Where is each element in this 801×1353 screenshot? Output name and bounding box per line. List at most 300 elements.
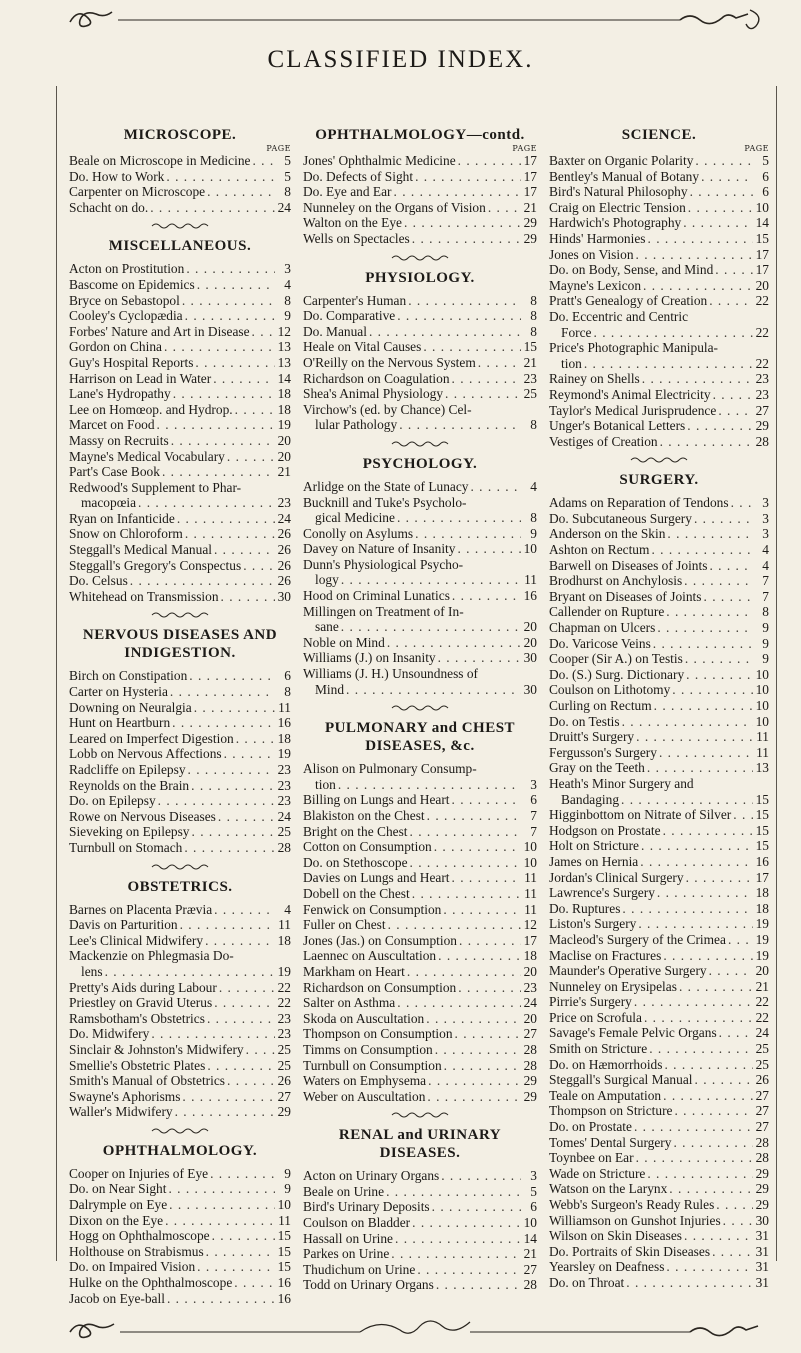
entry-page-number: 6: [762, 168, 769, 184]
dot-leader: [682, 1228, 753, 1244]
dot-leader: [441, 902, 521, 918]
index-entry: [303, 526, 537, 542]
entry-page-number: 10: [755, 666, 769, 682]
entry-page-number: 29: [755, 1165, 769, 1181]
entry-title: Do. Eye and Ear: [303, 184, 392, 200]
index-entry: [549, 1025, 769, 1041]
entry-page-number: 31: [755, 1274, 769, 1290]
entry-page-number: 6: [284, 668, 291, 684]
entry-title: Cooper (Sir A.) on Testis: [549, 651, 683, 667]
dot-leader: [634, 1150, 753, 1166]
index-entry: [69, 386, 291, 402]
index-entry: [69, 464, 291, 480]
entry-title: Bright on the Chest: [303, 823, 408, 839]
entry-page-number: 28: [523, 1041, 537, 1057]
entry-page-number: 22: [277, 979, 291, 995]
index-entry: [549, 309, 769, 325]
dot-leader: [195, 277, 275, 293]
index-entry: [303, 510, 537, 526]
entry-title: Fenwick on Consumption: [303, 901, 442, 917]
dot-leader: [170, 715, 275, 731]
dot-leader: [645, 1166, 753, 1182]
page-column-label: PAGE: [266, 144, 291, 153]
entry-title: Salter on Asthma: [303, 995, 396, 1011]
entry-title: Taylor's Medical Jurisprudence: [549, 402, 717, 418]
entry-page-number: 23: [277, 495, 291, 511]
entry-page-number: 16: [277, 715, 291, 731]
entry-title: Toynbee on Ear: [549, 1150, 634, 1166]
dot-leader: [183, 526, 275, 542]
dot-leader: [717, 1025, 753, 1041]
dot-leader: [433, 1042, 521, 1058]
entry-page-number: 17: [523, 184, 537, 200]
index-entry: [549, 760, 769, 776]
dot-leader: [244, 1042, 275, 1058]
dot-leader: [217, 980, 275, 996]
entry-page-number: 8: [530, 308, 537, 324]
index-entry: [549, 231, 769, 247]
index-entry: [549, 1010, 769, 1026]
entry-title: Dixon on the Eye: [69, 1212, 164, 1228]
index-entry: [69, 1011, 291, 1027]
dot-leader: [219, 589, 275, 605]
index-entry: [69, 1259, 291, 1275]
entry-title: Cooley's Cyclopædia: [69, 308, 183, 324]
dot-leader: [406, 293, 521, 309]
entry-page-number: 15: [277, 1243, 291, 1259]
entry-title: Lane's Hydropathy: [69, 386, 171, 402]
entry-title: Nunneley on the Organs of Vision: [303, 199, 486, 215]
index-entry: [549, 1150, 769, 1166]
entry-title: Williams (J.) on Insanity: [303, 650, 436, 666]
index-entry: [69, 1089, 291, 1105]
dot-leader: [661, 948, 753, 964]
entry-page-number: 15: [755, 838, 769, 854]
entry-title: Hood on Criminal Lunatics: [303, 588, 450, 604]
entry-title: Do. on Prostate: [549, 1119, 632, 1135]
entry-page-number: 26: [277, 573, 291, 589]
entry-title: Do. on Epilepsy: [69, 793, 156, 809]
dot-leader: [386, 917, 521, 933]
entry-page-number: 4: [762, 557, 769, 573]
section-heading: OPHTHALMOLOGY—contd.: [315, 127, 525, 143]
entry-title: Shea's Animal Physiology: [303, 386, 444, 402]
index-entry: [549, 1119, 769, 1135]
entry-title: gical Medicine: [315, 510, 395, 526]
entry-title: Do. Defects of Sight: [303, 168, 414, 184]
index-entry: [549, 714, 769, 730]
entry-title: Harrison on Lead in Water: [69, 370, 212, 386]
entry-title: Hinds' Harmonies: [549, 230, 646, 246]
page-title: CLASSIFIED INDEX.: [267, 46, 534, 73]
entry-title: Markham on Heart: [303, 963, 405, 979]
entry-title: Downing on Neuralgia: [69, 699, 192, 715]
index-entry: [69, 1275, 291, 1291]
entry-title: Force: [561, 324, 592, 340]
entry-page-number: 10: [523, 839, 537, 855]
index-entry: [549, 885, 769, 901]
dot-leader: [699, 169, 753, 185]
index-entry: [303, 886, 537, 902]
dot-leader: [155, 417, 275, 433]
index-entry: [69, 1228, 291, 1244]
dot-leader: [156, 793, 275, 809]
entry-page-number: 8: [530, 417, 537, 433]
dot-leader: [178, 917, 275, 933]
entry-page-number: 10: [523, 854, 537, 870]
entry-title: Arlidge on the State of Lunacy: [303, 478, 469, 494]
entry-page-number: 22: [755, 355, 769, 371]
entry-page-number: 14: [277, 370, 291, 386]
index-entry: [549, 854, 769, 870]
entry-title: Todd on Urinary Organs: [303, 1277, 434, 1293]
right-border-rule: [776, 86, 777, 1261]
dot-leader: [193, 355, 275, 371]
index-entry: [69, 293, 291, 309]
dot-leader: [164, 169, 275, 185]
index-entry: [69, 684, 291, 700]
entry-title: Schacht on do.: [69, 199, 149, 215]
entry-page-number: 3: [530, 1168, 537, 1184]
entry-title: Mayne's Medical Vocabulary: [69, 448, 225, 464]
index-entry: [303, 231, 537, 247]
index-entry: [303, 855, 537, 871]
entry-page-number: 6: [762, 184, 769, 200]
index-entry: [69, 153, 291, 169]
entry-page-number: 17: [523, 153, 537, 168]
entry-title: Sinclair & Johnston's Midwifery: [69, 1041, 244, 1057]
entry-title: Hunt on Heartburn: [69, 715, 171, 731]
entry-page-number: 6: [530, 792, 537, 808]
entry-page-number: 12: [523, 917, 537, 933]
entry-page-number: 9: [284, 1181, 291, 1197]
dot-leader: [410, 886, 521, 902]
entry-title: Barnes on Placenta Prævia: [69, 901, 213, 917]
dot-leader: [163, 1213, 275, 1229]
entry-title: Dunn's Physiological Psycho-: [303, 556, 464, 572]
dot-leader: [415, 1262, 521, 1278]
dot-leader: [642, 1010, 753, 1026]
index-entry: [549, 682, 769, 698]
index-entry: [303, 761, 537, 777]
entry-title: Sieveking on Epilepsy: [69, 824, 190, 840]
index-entry: [69, 917, 291, 933]
entry-page-number: 19: [277, 963, 291, 979]
dot-leader: [402, 215, 521, 231]
column-2: [303, 126, 537, 1293]
entry-title: Jones on Vision: [549, 246, 634, 262]
entry-page-number: 16: [523, 588, 537, 604]
entry-page-number: 8: [530, 510, 537, 526]
index-entry: [549, 792, 769, 808]
index-entry: [69, 526, 291, 542]
entry-title: Tomes' Dental Surgery: [549, 1134, 672, 1150]
entry-title: Thompson on Consumption: [303, 1026, 453, 1042]
entry-title: Billing on Lungs and Heart: [303, 792, 450, 808]
section-nervous-diseases-and-indigestion: [69, 626, 291, 855]
entry-page-number: 15: [755, 822, 769, 838]
index-entry: [549, 589, 769, 605]
dot-leader: [183, 308, 275, 324]
entry-page-number: 21: [523, 1246, 537, 1262]
entry-page-number: 20: [755, 277, 769, 293]
index-entry: [303, 153, 537, 169]
entry-page-number: 23: [277, 793, 291, 809]
index-entry: [303, 870, 537, 886]
dot-leader: [432, 839, 521, 855]
dot-leader: [212, 902, 275, 918]
dot-leader: [410, 1215, 521, 1231]
entry-page-number: 15: [277, 1259, 291, 1275]
entry-page-number: 21: [755, 978, 769, 994]
index-entry: [303, 308, 537, 324]
entry-title: Guy's Hospital Reports: [69, 354, 194, 370]
entry-title: Wilson on Skin Diseases: [549, 1228, 682, 1244]
dot-leader: [195, 1259, 275, 1275]
entry-page-number: 24: [523, 995, 537, 1011]
index-entry: [69, 715, 291, 731]
entry-title: Ramsbotham's Obstetrics: [69, 1010, 205, 1026]
entry-title: Hassall on Urine: [303, 1230, 393, 1246]
dot-leader: [632, 1119, 753, 1135]
index-entry: [549, 698, 769, 714]
dot-leader: [367, 324, 521, 340]
dot-leader: [408, 824, 521, 840]
entry-title: Do. Ruptures: [549, 900, 621, 916]
dot-leader: [443, 386, 521, 402]
dot-leader: [677, 979, 753, 995]
entry-title: Do. Eccentric and Centric: [549, 308, 689, 324]
section-obstetrics: [69, 878, 291, 1120]
dot-leader: [175, 511, 275, 527]
entry-page-number: 19: [755, 931, 769, 947]
index-entry: [69, 668, 291, 684]
entry-title: Steggall's Medical Manual: [69, 542, 212, 558]
dot-leader: [582, 356, 753, 372]
entry-title: Maunder's Operative Surgery: [549, 963, 707, 979]
entry-title: Anderson on the Skin: [549, 526, 666, 542]
section-heading: PHYSIOLOGY.: [365, 269, 475, 286]
entry-title: Beale on Urine: [303, 1183, 385, 1199]
index-entry: [69, 200, 291, 216]
dot-leader: [640, 371, 753, 387]
index-entry: [549, 1259, 769, 1275]
index-entry: [303, 572, 537, 588]
entry-title: Rowe on Nervous Diseases: [69, 808, 216, 824]
index-entry: [549, 542, 769, 558]
entry-page-number: 15: [277, 1228, 291, 1244]
dot-leader: [670, 682, 753, 698]
entry-page-number: 15: [755, 791, 769, 807]
entry-title: Nunneley on Erysipelas: [549, 978, 677, 994]
entry-page-number: 10: [523, 1215, 537, 1231]
index-entry: [69, 948, 291, 964]
entry-page-number: 25: [277, 1057, 291, 1073]
entry-page-number: 20: [755, 963, 769, 979]
entry-page-number: 10: [277, 1197, 291, 1213]
dot-leader: [661, 1088, 753, 1104]
entry-title: Richardson on Coagulation: [303, 370, 450, 386]
dot-leader: [468, 479, 521, 495]
section-heading: RENAL and URINARY DISEASES.: [338, 1127, 502, 1162]
dot-leader: [413, 169, 521, 185]
entry-page-number: 28: [277, 839, 291, 855]
index-entry: [549, 215, 769, 231]
dot-leader: [103, 964, 275, 980]
index-entry: [549, 948, 769, 964]
dot-leader: [707, 293, 753, 309]
entry-title: Do. Comparative: [303, 308, 396, 324]
section-divider-ornament: [303, 697, 537, 719]
index-entry: [549, 1135, 769, 1151]
index-entry: [303, 355, 537, 371]
entry-page-number: 24: [755, 1025, 769, 1041]
entry-title: Craig on Electric Tension: [549, 199, 686, 215]
dot-leader: [225, 1073, 275, 1089]
index-entry: [69, 1104, 291, 1120]
entry-title: Cotton on Consumption: [303, 839, 432, 855]
index-entry: [549, 340, 769, 356]
dot-leader: [384, 1184, 521, 1200]
dot-leader: [393, 1231, 521, 1247]
dot-leader: [639, 838, 753, 854]
entry-page-number: 3: [762, 495, 769, 511]
index-entry: [549, 511, 769, 527]
entry-title: Beale on Microscope in Medicine: [69, 153, 251, 168]
entry-title: Parkes on Urine: [303, 1246, 390, 1262]
entry-title: Do. Varicose Veins: [549, 635, 651, 651]
entry-title: Brodhurst on Anchylosis: [549, 573, 683, 589]
entry-title: Thompson on Stricture: [549, 1103, 673, 1119]
index-entry: [69, 449, 291, 465]
entry-page-number: 10: [755, 698, 769, 713]
entry-title: Williamson on Gunshot Injuries: [549, 1212, 721, 1228]
index-entry: [69, 980, 291, 996]
entry-title: Do. Midwifery: [69, 1026, 150, 1042]
dot-leader: [192, 700, 275, 716]
entry-page-number: 7: [530, 808, 537, 823]
dot-leader: [408, 855, 521, 871]
index-entry: [549, 745, 769, 761]
entry-title: Higginbottom on Nitrate of Silver: [549, 807, 732, 823]
entry-title: Adams on Reparation of Tendons: [549, 495, 729, 511]
index-entry: [69, 933, 291, 949]
dot-leader: [205, 1011, 275, 1027]
entry-page-number: 4: [530, 478, 537, 494]
entry-page-number: 11: [756, 729, 769, 745]
entry-title: Virchow's (ed. by Chance) Cel-: [303, 401, 472, 417]
dot-leader: [173, 1104, 275, 1120]
index-entry: [549, 1088, 769, 1104]
index-entry: [303, 1089, 537, 1105]
dot-leader: [339, 619, 521, 635]
entry-page-number: 27: [523, 1261, 537, 1277]
entry-page-number: 8: [284, 684, 291, 700]
index-entry: [69, 324, 291, 340]
entry-title: Reymond's Animal Electricity: [549, 386, 711, 402]
dot-leader: [657, 745, 753, 761]
index-entry: [549, 293, 769, 309]
entry-page-number: 19: [755, 947, 769, 963]
dot-leader: [166, 1181, 275, 1197]
index-entry: [303, 1168, 537, 1184]
index-entry: [303, 824, 537, 840]
dot-leader: [232, 1275, 275, 1291]
index-entry: [69, 995, 291, 1011]
entry-page-number: 25: [755, 1041, 769, 1057]
dot-leader: [684, 870, 753, 886]
index-entry: [303, 479, 537, 495]
dot-leader: [211, 371, 275, 387]
entry-page-number: 25: [755, 1056, 769, 1072]
page-column-label: PAGE: [744, 144, 769, 153]
bottom-ornament: [60, 1312, 780, 1352]
index-entry: [549, 169, 769, 185]
entry-title: Gray on the Teeth: [549, 760, 645, 776]
dot-leader: [636, 916, 753, 932]
entry-page-number: 31: [755, 1228, 769, 1244]
entry-page-number: 3: [762, 526, 769, 542]
index-entry: [303, 635, 537, 651]
index-entry: [69, 1244, 291, 1260]
index-entry: [303, 1184, 537, 1200]
index-entry: [549, 371, 769, 387]
dot-leader: [205, 1058, 275, 1074]
entry-page-number: 3: [530, 776, 537, 792]
dot-leader: [425, 1089, 521, 1105]
entry-title: Jones (Jas.) on Consumption: [303, 932, 457, 948]
index-entry: [549, 1072, 769, 1088]
entry-page-number: 29: [755, 418, 769, 434]
dot-leader: [684, 667, 753, 683]
index-entry: [303, 1246, 537, 1262]
entry-title: Skoda on Auscultation: [303, 1010, 425, 1026]
entry-page-number: 18: [277, 386, 291, 402]
section-surgery: [549, 471, 769, 1290]
entry-page-number: 9: [762, 620, 769, 636]
index-entry: [303, 666, 537, 682]
section-heading: MISCELLANEOUS.: [108, 238, 252, 255]
section-science: [549, 126, 769, 449]
entry-title: Snow on Chloroform: [69, 526, 183, 542]
entry-title: James on Hernia: [549, 853, 639, 869]
entry-title: Radcliffe on Epilepsy: [69, 762, 186, 777]
index-entry: [549, 1213, 769, 1229]
index-entry: [303, 588, 537, 604]
dot-leader: [439, 1168, 521, 1184]
index-entry: [303, 902, 537, 918]
entry-title: Coulson on Bladder: [303, 1215, 411, 1231]
entry-title: Birch on Constipation: [69, 668, 188, 684]
entry-title: Savage's Female Pelvic Organs: [549, 1025, 717, 1041]
entry-page-number: 18: [755, 900, 769, 916]
dot-leader: [620, 901, 753, 917]
index-entry: [549, 776, 769, 792]
index-entry: [549, 807, 769, 823]
entry-page-number: 8: [530, 323, 537, 339]
index-entry: [549, 495, 769, 511]
index-entry: [303, 215, 537, 231]
entry-page-number: 27: [755, 1087, 769, 1103]
dot-leader: [241, 558, 275, 574]
entry-title: Waller's Midwifery: [69, 1104, 173, 1120]
entry-title: Heale on Vital Causes: [303, 339, 422, 355]
entry-page-number: 16: [277, 1275, 291, 1291]
dot-leader: [430, 1199, 521, 1215]
index-entry: [549, 651, 769, 667]
dot-leader: [651, 636, 753, 652]
section-heading: OBSTETRICS.: [127, 878, 233, 895]
